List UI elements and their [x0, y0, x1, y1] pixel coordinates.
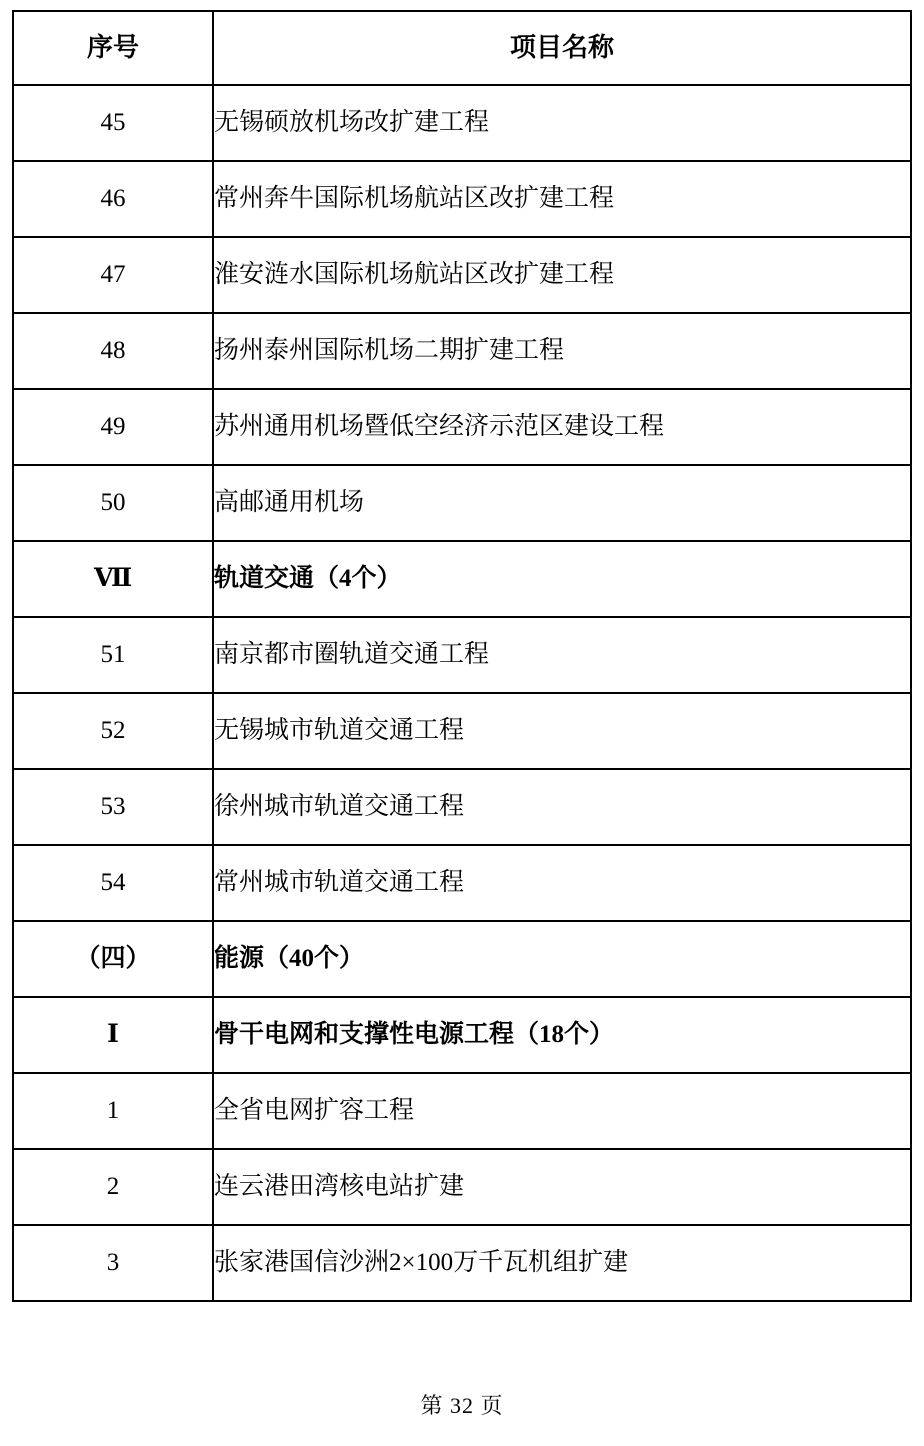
row-project-name-cell: 轨道交通（4个）	[213, 541, 911, 617]
table-row	[13, 1149, 911, 1225]
page-footer: 第 32 页	[420, 1393, 504, 1418]
row-sequence-cell: Ⅶ	[13, 541, 213, 617]
row-project-name-cell: 徐州城市轨道交通工程	[213, 769, 911, 845]
row-project-name-cell: 常州城市轨道交通工程	[213, 845, 911, 921]
row-sequence-cell: 2	[13, 1149, 213, 1225]
row-sequence-cell: 3	[13, 1225, 213, 1301]
table-row	[13, 845, 911, 921]
row-project-name-cell: 无锡硕放机场改扩建工程	[213, 85, 911, 161]
row-sequence-cell: 54	[13, 845, 213, 921]
row-sequence-cell: 46	[13, 161, 213, 237]
row-project-name-cell: 连云港田湾核电站扩建	[213, 1149, 911, 1225]
row-project-name-cell: 无锡城市轨道交通工程	[213, 693, 911, 769]
row-project-name-cell: 全省电网扩容工程	[213, 1073, 911, 1149]
row-project-name-cell: 常州奔牛国际机场航站区改扩建工程	[213, 161, 911, 237]
table-header-row	[13, 11, 911, 85]
row-sequence-cell: 53	[13, 769, 213, 845]
column-header-name: 项目名称	[213, 11, 911, 85]
row-sequence-cell: 1	[13, 1073, 213, 1149]
table-row	[13, 1225, 911, 1301]
row-project-name-cell: 骨干电网和支撑性电源工程（18个）	[213, 997, 911, 1073]
project-table	[12, 10, 912, 1302]
row-project-name-cell: 南京都市圈轨道交通工程	[213, 617, 911, 693]
table-row	[13, 237, 911, 313]
table-row	[13, 313, 911, 389]
row-sequence-cell: 47	[13, 237, 213, 313]
row-sequence-cell: Ⅰ	[13, 997, 213, 1073]
row-sequence-cell: 45	[13, 85, 213, 161]
row-sequence-cell: 49	[13, 389, 213, 465]
table-row	[13, 465, 911, 541]
column-header-seq: 序号	[13, 11, 213, 85]
row-project-name-cell: 高邮通用机场	[213, 465, 911, 541]
row-sequence-cell: （四）	[13, 921, 213, 997]
table-row	[13, 617, 911, 693]
table-row	[13, 693, 911, 769]
row-sequence-cell: 50	[13, 465, 213, 541]
row-sequence-cell: 52	[13, 693, 213, 769]
table-row	[13, 997, 911, 1073]
row-project-name-cell: 淮安涟水国际机场航站区改扩建工程	[213, 237, 911, 313]
row-project-name-cell: 扬州泰州国际机场二期扩建工程	[213, 313, 911, 389]
row-sequence-cell: 51	[13, 617, 213, 693]
row-project-name-cell: 张家港国信沙洲2×100万千瓦机组扩建	[213, 1225, 911, 1301]
table-row	[13, 389, 911, 465]
row-project-name-cell: 苏州通用机场暨低空经济示范区建设工程	[213, 389, 911, 465]
table-row	[13, 769, 911, 845]
table-row	[13, 161, 911, 237]
row-sequence-cell: 48	[13, 313, 213, 389]
table-row	[13, 541, 911, 617]
table-row	[13, 85, 911, 161]
table-row	[13, 1073, 911, 1149]
table-row	[13, 921, 911, 997]
table-body	[13, 11, 911, 1301]
row-project-name-cell: 能源（40个）	[213, 921, 911, 997]
